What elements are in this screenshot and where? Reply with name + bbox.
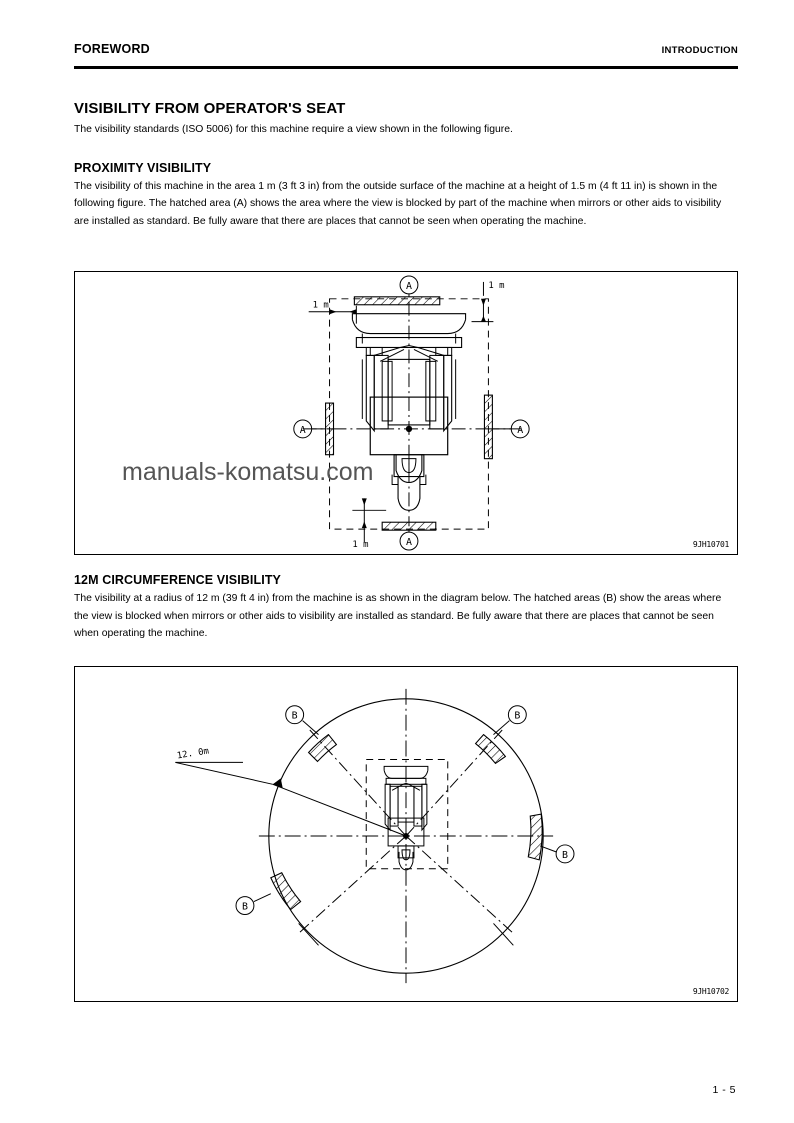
dimension-top-right: 1 m [488, 280, 505, 291]
circumference-text-block [74, 573, 738, 643]
section-intro-paragraph: The visibility standards (ISO 5006) for this machine require a view shown in the following figure. [74, 124, 513, 135]
dimension-top-left: 1 m [312, 300, 329, 311]
circumference-visibility-drawing [75, 667, 737, 1001]
figure-proximity-visibility [74, 271, 738, 555]
balloon-b-top-left: B [291, 710, 298, 722]
balloon-a-left: A [299, 424, 306, 436]
figure-1-id: 9JH10701 [692, 540, 729, 549]
header-divider [74, 66, 738, 69]
balloon-b-top-right: B [514, 710, 521, 722]
balloon-a-right: A [517, 424, 524, 436]
proximity-visibility-drawing [75, 272, 737, 554]
header-left-label: FOREWORD [74, 42, 150, 56]
figure-2-id: 9JH10702 [692, 987, 729, 996]
proximity-subtitle: PROXIMITY VISIBILITY [74, 160, 212, 175]
radius-label: 12. 0m [176, 746, 210, 762]
circumference-paragraph: The visibility at a radius of 12 m (39 ft 4 in) from the machine is as shown in the diagram below. The hatched areas (B) show the areas where the view is blocked when mirrors or other aids to visibility are installed as standard. Be fully aware that there are places that cannot be seen when operating the machine. [74, 593, 722, 639]
figure-12m-circumference-visibility [74, 666, 738, 1002]
site-watermark: manuals-komatsu.com [122, 458, 374, 486]
page-header [74, 42, 738, 68]
page-number: 1 - 5 [712, 1084, 736, 1096]
page-content [74, 100, 738, 230]
balloon-a-bottom: A [405, 537, 412, 549]
balloon-b-left: B [241, 901, 248, 913]
section-title: VISIBILITY FROM OPERATOR'S SEAT [74, 100, 346, 117]
balloon-a-top: A [405, 280, 412, 292]
spacer [74, 139, 738, 161]
circumference-subtitle: 12M CIRCUMFERENCE VISIBILITY [74, 573, 281, 587]
balloon-b-right: B [562, 849, 569, 861]
header-right-label: INTRODUCTION [661, 45, 738, 56]
proximity-paragraph: The visibility of this machine in the area 1 m (3 ft 3 in) from the outside surface of the machine at a height of 1.5 m (4 ft 11 in) is shown in the following figure. The hatched area (A) shows the area where the view is blocked by part of the machine when mirrors or other aids to visibility are installed as standard. Be fully aware that there are places that cannot be seen when operating the machine. [74, 180, 722, 227]
dimension-bottom: 1 m [352, 540, 369, 551]
